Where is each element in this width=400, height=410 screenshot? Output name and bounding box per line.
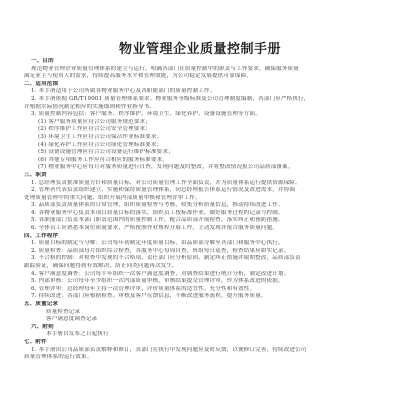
body-line: 5. 内部审核：公司每年至少组织一次内部质量审核，审核结果提交管理评审，作为体系改进的依据。 [31,278,284,285]
body-line: 4. 各物业服务中心负责本项目质量目标的落实，组织员工按标准作业，做好服务过程的记录与控制。 [31,209,284,216]
section-heading: 一、目的 [31,58,54,64]
body-line: 4. 客户满意度调查：公司每半年组织一次客户满意度调查，对调查结果进行统计分析，制定改进计划。 [31,270,290,277]
body-line: 6. 全体员工应熟悉本岗位质量要求，严格按照作业规程开展工作，主动发现并报告服务质量问题。 [31,225,278,232]
body-line: 1. 本手册由公司品质部负责解释和修订，各部门在执行中发现问题应及时反馈，以便修订完善，持续改进公司 [31,346,307,353]
body-line: 质量管理体系的运行效果。 [24,354,93,361]
body-line: (5) 设备设施管理应符合公司设备运行维护标准要求； [38,149,174,156]
section-heading: 四、工作程序 [24,232,59,239]
body-line: 3. 品质部负责质量体系的日常管理，组织质量检查与考核，收集分析质量信息，推动持续改进工作。 [31,202,284,209]
body-line: 2. 本手册依据 GB/T19001 质量管理体系要求、物业服务等级标准及公司管理制度编制，各部门应严格执行， [31,95,310,102]
body-line: 1. 总经理负责批准质量方针和质量目标，对公司质量管理工作全面负责，并为质量体系运行提供资源保障。 [31,179,301,186]
document-title: 物业管理企业质量控制手册 [118,42,281,57]
section-heading: 二、适用范围 [24,80,59,87]
body-line: 处理质量管理中的重大问题，组织开展内部质量审核和管理评审工作。 [24,194,201,201]
body-line: 质量检查记录 [46,308,81,315]
body-line: 6. 管理评审：总经理每年主持一次管理评审，评价质量体系的适宜性、充分性和有效性。 [31,285,256,292]
body-line: (6) 其他专项服务工作应符合相应的服务标准要求。 [38,156,169,163]
document-body [24,58,386,362]
body-line: 客户满意度调查记录 [46,316,98,323]
body-line: (2) 秩序维护工作应符合公司安全管理要求； [38,126,151,133]
body-line: 1. 本手册适用于公司所属各物业服务中心及各职能部门的质量控制工作。 [31,88,216,95]
body-line: 2. 管理者代表负责组织建立、实施和保持质量管理体系，向总经理报告体系运行情况及改进需求，并协调 [31,187,296,194]
section-heading: 三、职责 [24,171,47,178]
body-line: (4) 绿化养护工作应符合公司绿化管理标准要求； [38,141,163,148]
body-line: 3. 质量控制内容包括：客户服务、秩序维护、环境卫生、绿化养护、设备设施管理等方面。 [31,111,261,118]
body-line: (1) 客户服务质量应符合公司服务规范要求； [38,118,151,125]
section-heading: 五、质量记录 [24,301,59,307]
body-line: 7. 持续改进：各部门应根据检查、审核及客户反馈信息，不断改进服务流程，提升服务质量。 [31,293,267,300]
body-line: (7) 物业服务中心应每月对服务质量进行自查，发现问题及时整改，并将整改情况报公司品质部备案。 [38,164,294,171]
body-line: 本手册自发布之日起执行 [46,331,109,338]
body-line: (3) 环境卫生工作应符合公司保洁作业标准要求； [38,133,163,140]
body-line: 并根据实际情况制定相应的实施细则和作业指导书。 [24,103,156,110]
body-line: 3. 不合格的控制：对检查中发现的不合格项，责任部门应分析原因，制定纠正措施并限期整改，品质部负责 [31,255,301,262]
body-line: 满足业主与使用人的需求，持续提高服务水平和管理效能，为公司稳定发展提供可靠保障。 [24,73,253,80]
body-line: 规范物业管理企业质量管理体系的建立与运行，明确各部门在质量控制中的职责与工作要求，确保服务质量 [31,65,299,72]
section-heading: 七、附件 [24,338,47,345]
body-line: 跟踪验证，确保问题得到有效解决，防止同类问题再次发生。 [24,263,178,270]
body-line: 5. 各职能部门负责本部门职责范围内的质量控制工作，配合品质部开展检查，落实纠正和预防措施。 [31,217,284,224]
section-heading: 六、附则 [31,323,54,330]
body-line: 2. 质量检查：品质部每月组织综合检查，各服务中心每周自查，班组每日巡查，检查结果应如实记录。 [31,247,290,254]
body-line: 1. 质量目标的制定与分解：公司每年初制定年度质量目标，由品质部分解至各部门和服务中心执行。 [31,240,284,247]
